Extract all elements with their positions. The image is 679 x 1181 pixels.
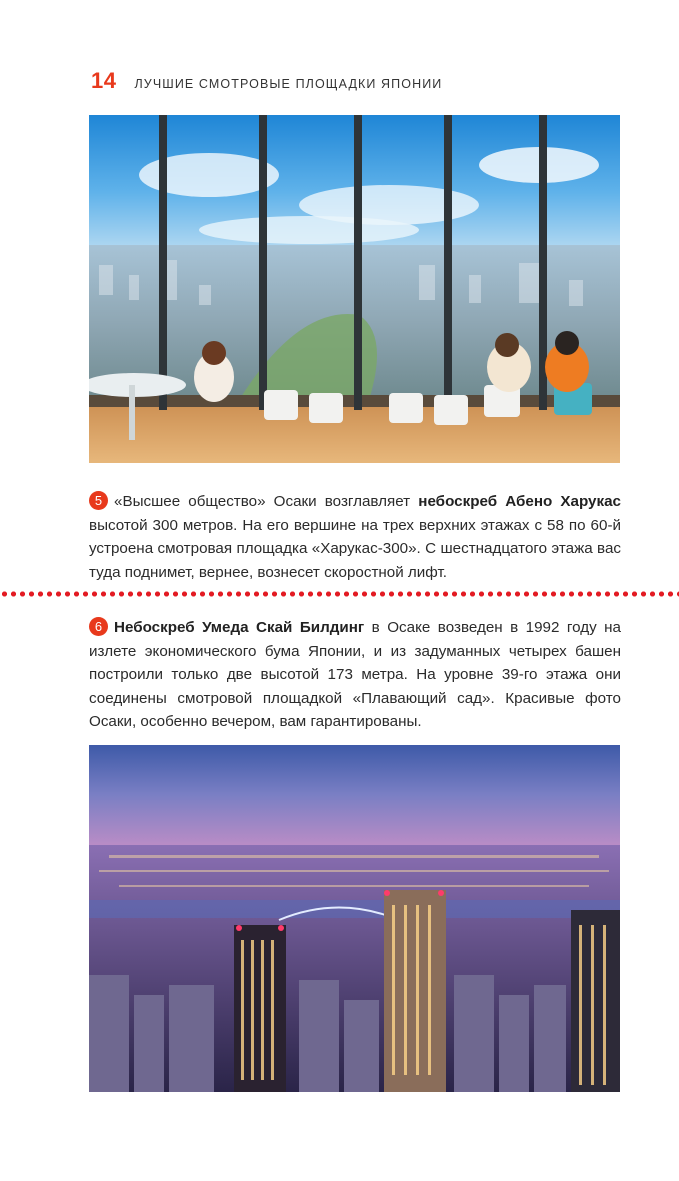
- item-6-number-badge: 6: [89, 617, 108, 636]
- dotted-divider: [0, 591, 679, 597]
- item-5-number-badge: 5: [89, 491, 108, 510]
- item-6-text-after: в Осаке возведен в 1992 году на излете экономического бума Японии, и из задуманных четырех башен построили только две высотой 173 метра. На уровне 39-го этажа они соединены смотровой площадкой «Плавающий сад». Красивые фото Осаки, особенно вечером, вам гарантированы.: [89, 619, 621, 730]
- item-5-text-before: «Высшее общество» Осаки возглавляет: [114, 493, 419, 510]
- page-number: 14: [91, 68, 117, 93]
- observation-deck-photo: [89, 115, 620, 463]
- page-header: [91, 68, 442, 94]
- item-5-bold-name: небоскреб Абено Харукас: [418, 493, 621, 510]
- osaka-night-photo: [89, 745, 620, 1092]
- item-6-paragraph: [89, 616, 621, 734]
- item-5-text-after: высотой 300 метров. На его вершине на трех верхних этажах с 58 по 60-й устроена смотровая площадка «Харукас-300». С шестнадцатого этажа вас туда поднимет, вернее, вознесет скоростной лифт.: [89, 516, 621, 581]
- running-title: ЛУЧШИЕ СМОТРОВЫЕ ПЛОЩАДКИ ЯПОНИИ: [134, 77, 443, 91]
- item-6-bold-name: Небоскреб Умеда Скай Билдинг: [114, 619, 365, 636]
- item-5-paragraph: [89, 490, 621, 584]
